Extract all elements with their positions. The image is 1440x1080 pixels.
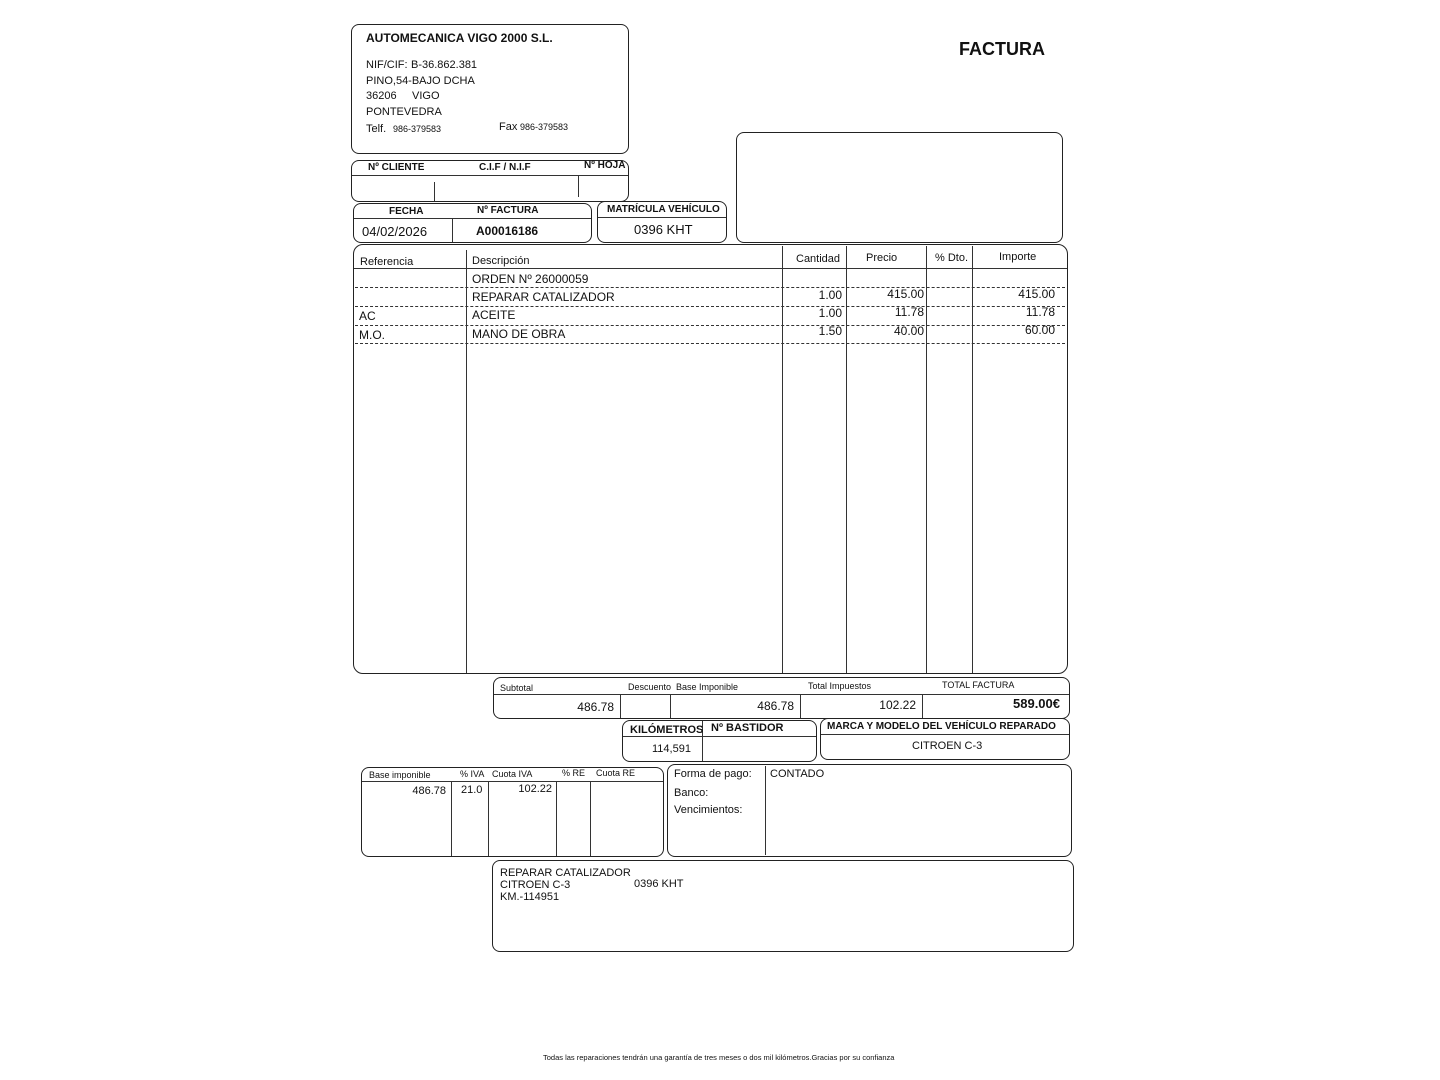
company-nif: B-36.862.381 [411,59,478,71]
invoice-total-value: 589.00€ [1013,696,1060,711]
vehicle-model-label: MARCA Y MODELO DEL VEHÍCULO REPARADO [827,721,1056,732]
notes-plate: 0396 KHT [634,878,684,890]
mileage-value: 114,591 [652,743,691,755]
line-quantity: 1.00 [818,288,842,302]
notes-line: KM.-114951 [500,891,560,903]
line-description: MANO DE OBRA [472,327,566,341]
tax-base-col-label: Base imponible [369,770,431,780]
company-fax-label: Fax [499,121,518,133]
line-description: REPARAR CATALIZADOR [472,290,615,304]
chassis-label: Nº BASTIDOR [711,722,784,734]
due-dates-label: Vencimientos: [674,804,743,816]
vat-amount-col-label: Cuota IVA [492,769,533,779]
invoice-number: A00016186 [476,224,539,238]
company-city: VIGO [412,90,440,102]
company-province: PONTEVEDRA [366,106,442,118]
sheet-number-label: Nº HOJA [584,160,626,171]
tax-base-value: 486.78 [757,699,794,713]
total-taxes-value: 102.22 [879,698,916,712]
client-cif-label: C.I.F / N.I.F [479,162,531,173]
subtotal-label: Subtotal [500,683,534,693]
company-nif-label: NIF/CIF: [366,59,408,71]
col-header-quantity: Cantidad [796,253,841,265]
date-label: FECHA [389,206,424,217]
line-price: 40.00 [893,324,924,338]
total-taxes-label: Total Impuestos [808,681,872,691]
col-header-price: Precio [866,252,898,264]
col-header-reference: Referencia [360,256,414,268]
line-price: 11.78 [894,305,924,319]
vehicle-model-value: CITROEN C-3 [912,740,983,752]
payment-method-value: CONTADO [770,768,825,780]
company-name: AUTOMECANICA VIGO 2000 S.L. [366,31,553,45]
client-number-label: Nº CLIENTE [368,162,425,173]
tax-base-value: 486.78 [412,785,446,797]
invoice-number-label: Nº FACTURA [477,205,539,216]
plate-number: 0396 KHT [634,222,693,237]
company-street: PINO,54-BAJO DCHA [366,75,475,87]
line-quantity: 1.50 [818,324,842,338]
line-amount: 11.78 [1025,305,1055,319]
company-tel-label: Telf. [366,123,387,135]
client-address-box [736,132,1063,243]
line-amount: 415.00 [1018,287,1055,301]
company-tel: 986-379583 [393,124,442,134]
line-description: ORDEN Nº 26000059 [472,272,589,286]
col-header-discount: % Dto. [935,252,969,264]
lines-table [353,244,1068,674]
col-header-amount: Importe [999,251,1037,263]
re-amount-col-label: Cuota RE [596,768,636,778]
company-fax: 986-379583 [520,122,569,132]
line-amount: 60.00 [1024,323,1055,337]
bank-label: Banco: [674,787,709,799]
invoice-date: 04/02/2026 [362,224,428,239]
line-quantity: 1.00 [818,306,842,320]
invoice-total-label: TOTAL FACTURA [942,680,1015,690]
vat-rate-value: 21.0 [461,784,483,796]
line-description: ACEITE [472,308,516,322]
notes-line: REPARAR CATALIZADOR [500,867,631,879]
re-rate-col-label: % RE [562,768,586,778]
company-postal-code: 36206 [366,90,397,102]
discount-label: Descuento [628,682,672,692]
payment-method-label: Forma de pago: [674,768,752,780]
tax-base-label: Base Imponible [676,682,739,692]
document-title: FACTURA [959,39,1045,59]
line-price: 415.00 [887,287,924,301]
plate-label: MATRÍCULA VEHÍCULO [607,204,720,215]
subtotal-value: 486.78 [577,700,614,714]
line-reference: AC [359,309,376,323]
mileage-label: KILÓMETROS [630,724,704,736]
line-reference: M.O. [359,328,385,342]
warranty-footer: Todas las reparaciones tendrán una garantía de tres meses o dos mil kilómetros.Gracias por su confianza [543,1053,895,1062]
vat-amount-value: 102.22 [518,783,552,795]
vat-rate-col-label: % IVA [460,769,485,779]
notes-line: CITROEN C-3 [500,879,571,891]
col-header-description: Descripción [472,255,530,267]
